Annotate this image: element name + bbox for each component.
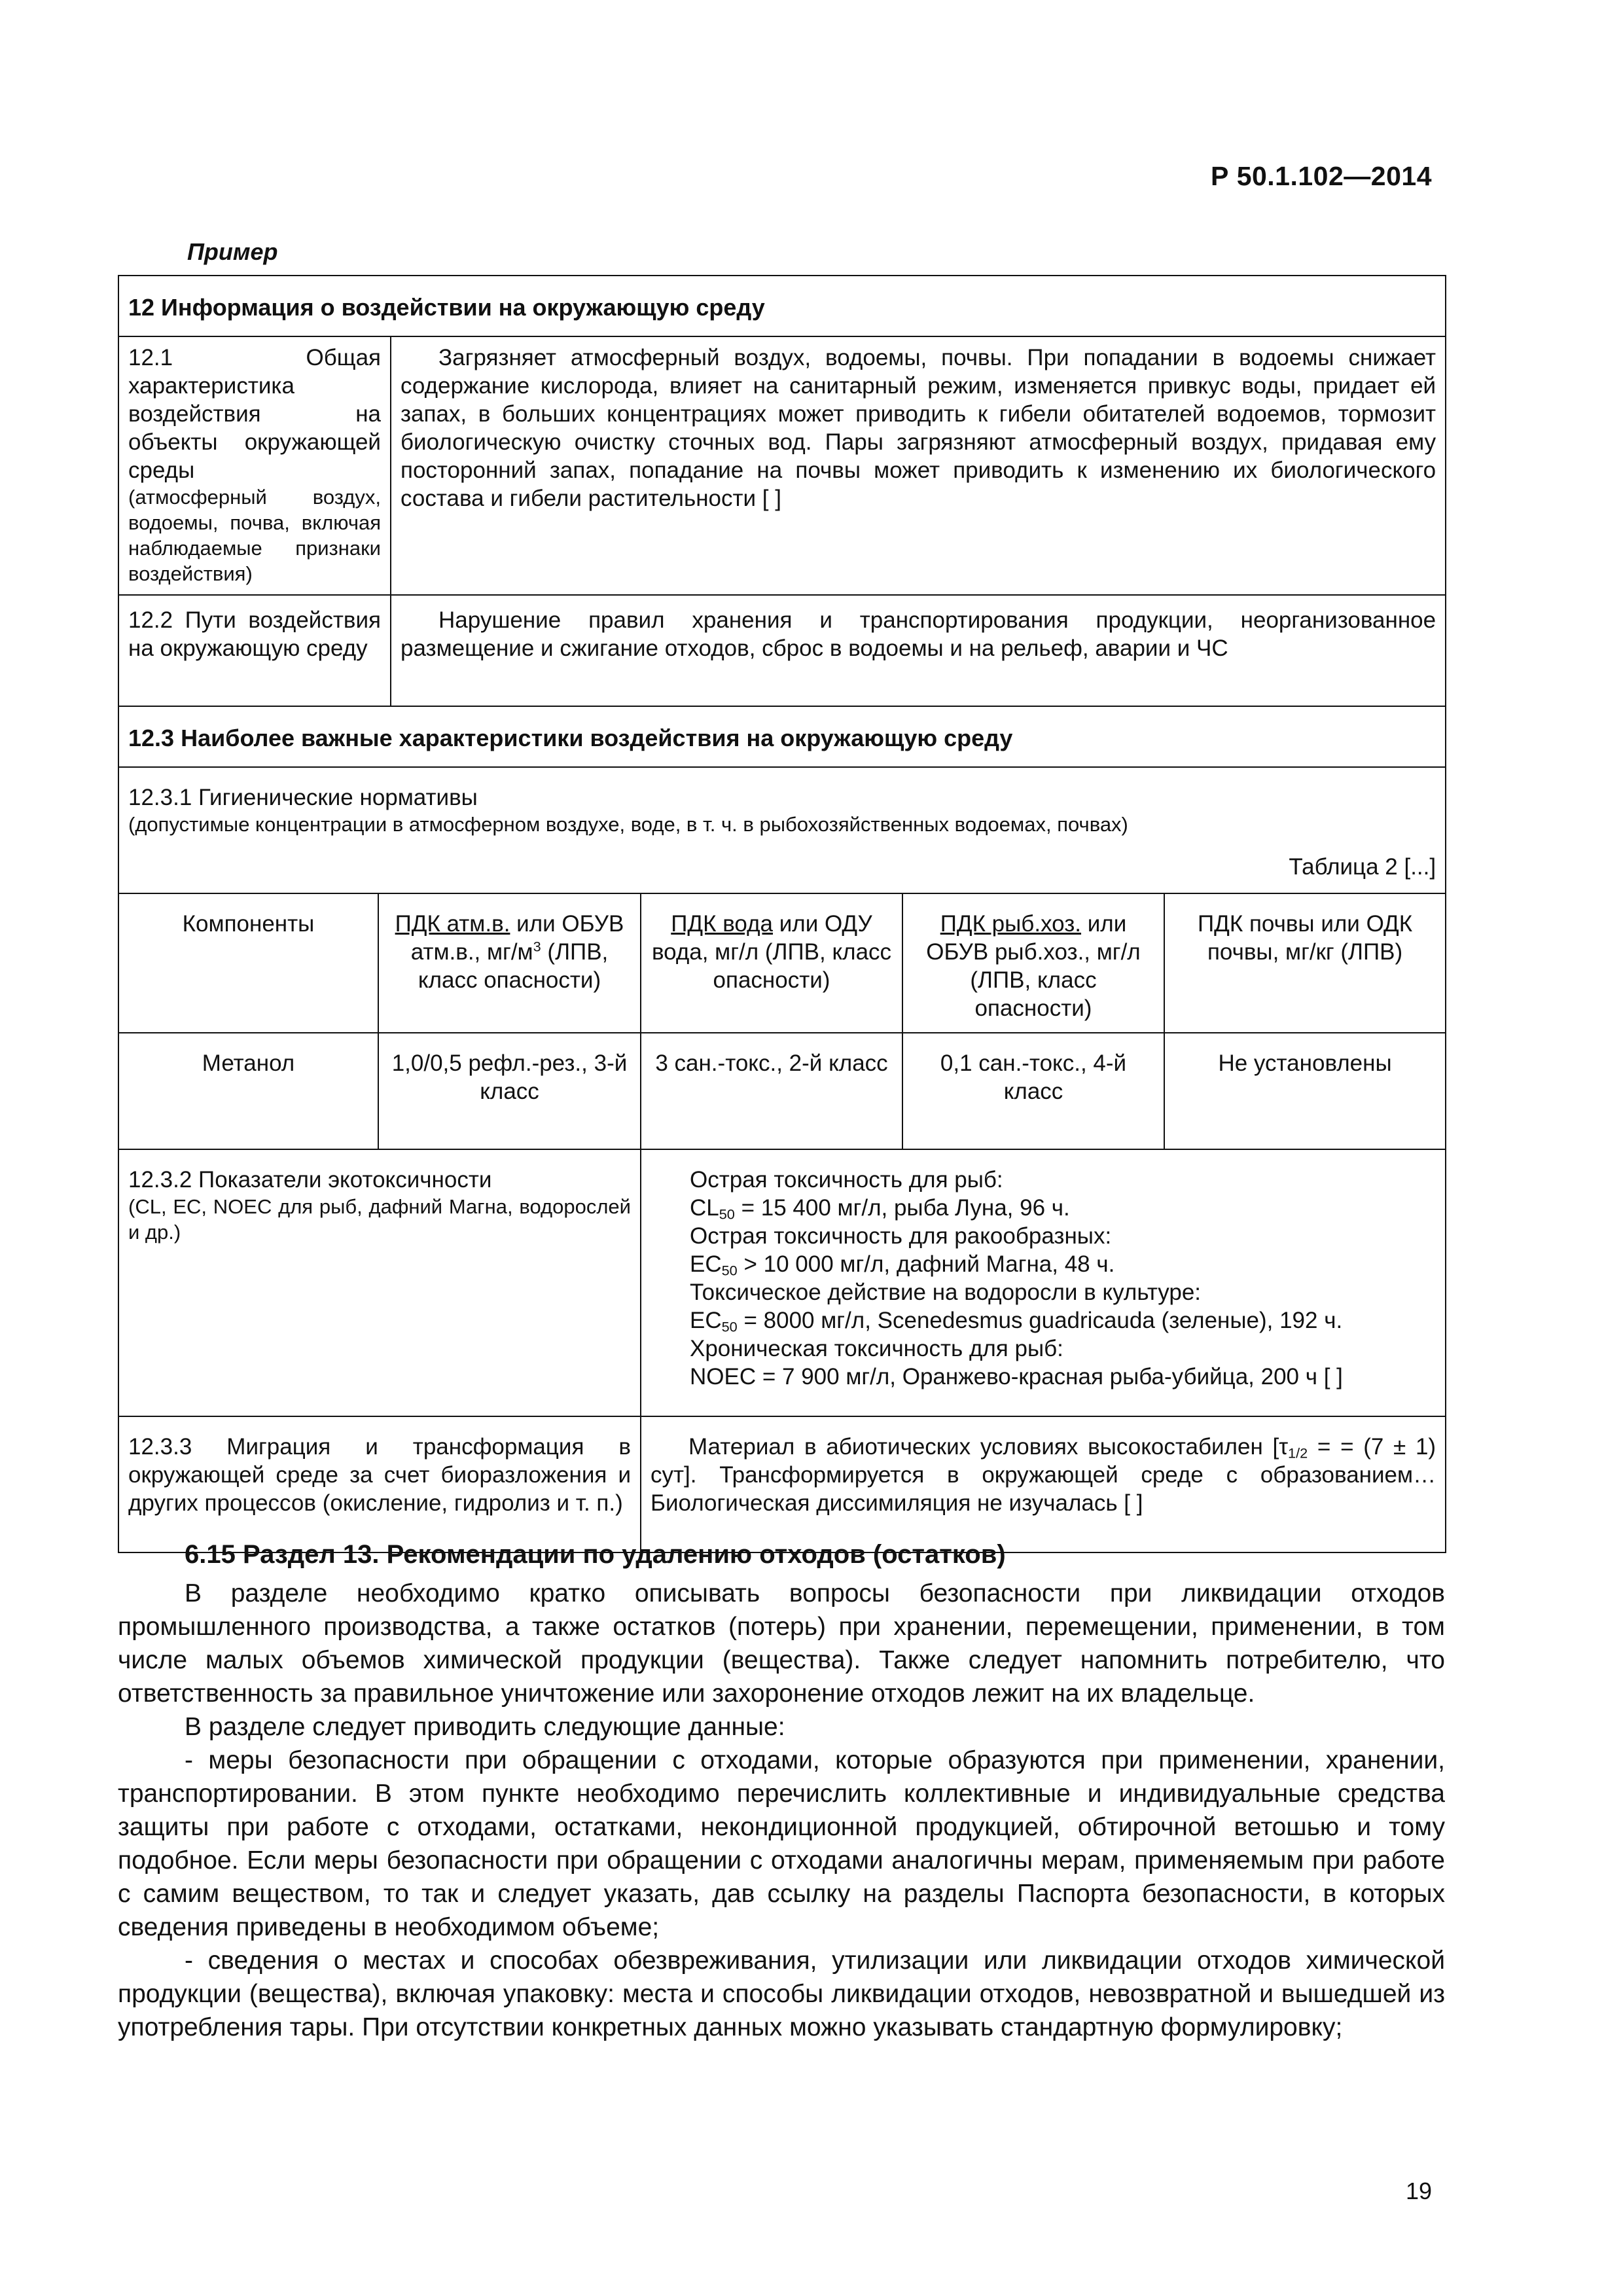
row-12-2 bbox=[118, 595, 1446, 706]
list-item: - меры безопасности при обращении с отходами, которые образуются при применении, хранении, транспортировании. В этом пункте необходимо перечислить коллективные и индивидуальные средства защиты при работе с отходами, остатками, некондиционной продукцией, обтирочной ветошью и тому подобное. Если меры безопасности при обращении с отходами аналогичны мерам, применяемым при работе с самим веществом, то так и следует указать, дав ссылку на разделы Паспорта безопасности, в которых сведения приведены в необходимом объеме; bbox=[118, 1746, 1445, 1941]
norms-header-air: ПДК атм.в. или ОБУВ атм.в., $мг/м^3$ (ЛПВ, класс опасности) bbox=[378, 893, 641, 1033]
row-12-3-2-value: Острая токсичность для рыб: $CL_{50} = 15$ 400 мг/л, рыба Луна, 96 ч. Острая токсичность для ракообразных: $EC_{50} > 10$ 000 мг/л, дафний Магна, 48 ч. Токсическое действие на водоросли в культуре: $EC_{50} = 8000$ мг/л, Scenedesmus guadricauda (зеленые), 192 ч. Хроническая токсичность для рыб: NOEC = 7 900 мг/л, Оранжево-красная рыба-убийца, 200 ч [ ] bbox=[641, 1149, 1446, 1416]
norms-fish-value: 0,1 сан.-токс., 4-й класс bbox=[902, 1033, 1164, 1149]
row-12-1-label: 12.1 Общая характеристика воздействия на объекты окружающей среды bbox=[128, 345, 381, 483]
row-12-2-value: Нарушение правил хранения и транспортирования продукции, неорганизованное размещение и сжигание отходов, сброс в водоемы и на рельеф, аварии и ЧС bbox=[391, 595, 1446, 706]
document-code: Р 50.1.102—2014 bbox=[1210, 161, 1432, 191]
section-12-title: 12 Информация о воздействии на окружающую среду bbox=[118, 276, 1446, 336]
row-12-3-3-value: Материал в абиотических условиях высокостабилен [$\tau_{1/2}$ = = (7 ± 1) сут]. Трансформируется в окружающей среде с образованием… Биологическая диссимиляция не изучалась [ ] bbox=[641, 1416, 1446, 1552]
row-12-3-2 bbox=[118, 1149, 1446, 1416]
row-12-3-2-label: 12.3.2 Показатели экотоксичности bbox=[128, 1167, 492, 1193]
section-12-table bbox=[118, 275, 1446, 1553]
section-12-title-row bbox=[118, 276, 1446, 336]
norms-header-row bbox=[118, 893, 1446, 1033]
row-12-3-2-note: (CL, EC, NOEC для рыб, дафний Магна, водорослей и др.) bbox=[128, 1195, 631, 1244]
norms-header-fish: ПДК рыб.хоз. или ОБУВ рыб.хоз., мг/л (ЛПВ, класс опасности) bbox=[902, 893, 1164, 1033]
norms-component: Метанол bbox=[118, 1033, 378, 1149]
norms-header-components: Компоненты bbox=[118, 893, 378, 1033]
paragraph: В разделе необходимо кратко описывать вопросы безопасности при ликвидации отходов промышленного производства, а также остатков (потерь) при хранении, перемещении, применении, в том числе малых объемов химической продукции (вещества). Также следует напомнить потребителю, что ответственность за правильное уничтожение или захоронение отходов лежит на их владельце. bbox=[118, 1579, 1445, 1708]
row-12-3-1-label: 12.3.1 Гигиенические нормативы bbox=[128, 785, 478, 810]
row-12-1 bbox=[118, 336, 1446, 595]
norms-air-value: 1,0/0,5 рефл.-рез., 3-й класс bbox=[378, 1033, 641, 1149]
section-6-15-heading: 6.15 Раздел 13. Рекомендации по удалению отходов (остатков) bbox=[185, 1540, 1006, 1569]
row-12-3-1 bbox=[118, 767, 1446, 893]
norms-header-water: ПДК вода или ОДУ вода, мг/л (ЛПВ, класс опасности) bbox=[641, 893, 902, 1033]
row-12-3-3-label: 12.3.3 Миграция и трансформация в окружающей среде за счет биоразложения и других процессов (окисление, гидролиз и т. п.) bbox=[118, 1416, 641, 1552]
norms-header-soil: ПДК почвы или ОДК почвы, мг/кг (ЛПВ) bbox=[1164, 893, 1446, 1033]
row-12-2-label: 12.2 Пути воздействия на окружающую среду bbox=[118, 595, 391, 706]
row-12-3-3 bbox=[118, 1416, 1446, 1552]
table-2-reference: Таблица 2 [...] bbox=[1289, 854, 1436, 880]
section-6-15 bbox=[118, 1538, 1445, 2044]
row-12-1-note: (атмосферный воздух, водоемы, почва, включая наблюдаемые признаки воздействия) bbox=[128, 486, 381, 585]
section-12-3-title-row bbox=[118, 706, 1446, 767]
row-12-3-1-note: (допустимые концентрации в атмосферном воздухе, воде, в т. ч. в рыбохозяйственных водоемах, почвах) bbox=[128, 813, 1128, 836]
list-item: - сведения о местах и способах обезвреживания, утилизации или ликвидации отходов химической продукции (вещества), включая упаковку: места и способы ликвидации отходов, невозвратной и вышедшей из употребления тары. При отсутствии конкретных данных можно указывать стандартную формулировку; bbox=[118, 1946, 1445, 2041]
norms-row-methanol bbox=[118, 1033, 1446, 1149]
example-label: Пример bbox=[187, 238, 278, 265]
paragraph: В разделе следует приводить следующие данные: bbox=[185, 1713, 785, 1741]
page-number: 19 bbox=[1405, 2178, 1432, 2204]
norms-water-value: 3 сан.-токс., 2-й класс bbox=[641, 1033, 902, 1149]
norms-soil-value: Не установлены bbox=[1164, 1033, 1446, 1149]
row-12-1-value: Загрязняет атмосферный воздух, водоемы, почвы. При попадании в водоемы снижает содержание кислорода, влияет на санитарный режим, изменяется привкус воды, придает ей запах, в больших концентрациях может приводить к гибели обитателей водоемов, тормозит биологическую очистку сточных вод. Пары загрязняют атмосферный воздух, придавая ему посторонний запах, попадание на почвы может приводить к изменению их биологического состава и гибели растительности [ ] bbox=[391, 336, 1446, 595]
section-12-3-title: 12.3 Наиболее важные характеристики воздействия на окружающую среду bbox=[118, 706, 1446, 767]
